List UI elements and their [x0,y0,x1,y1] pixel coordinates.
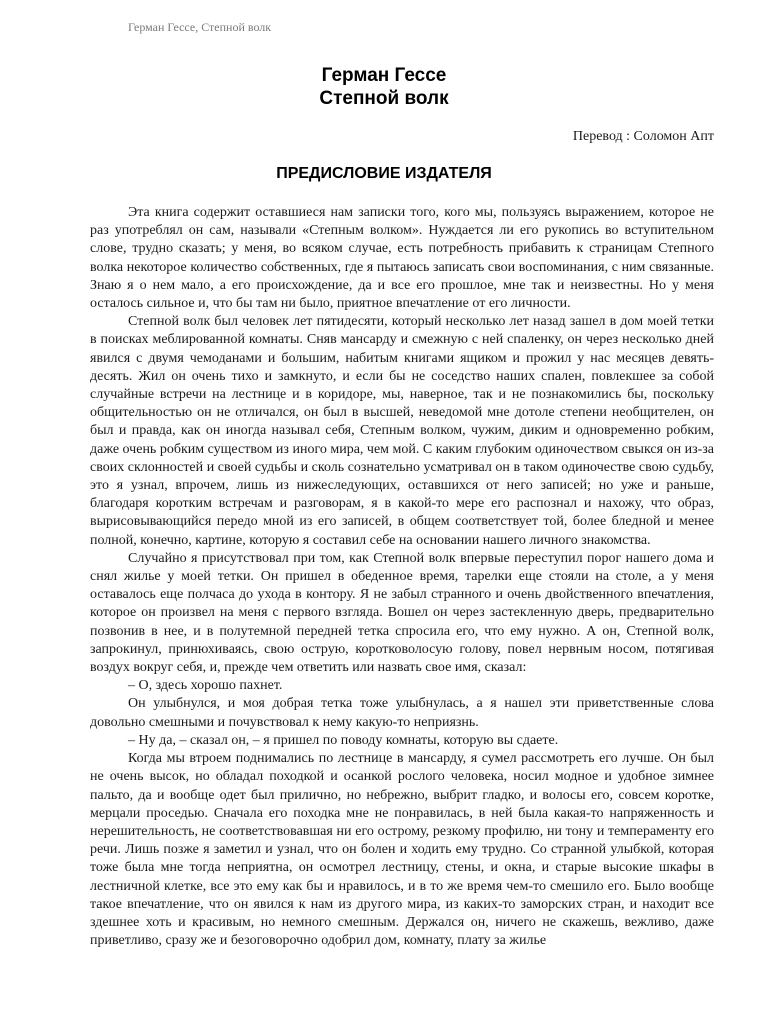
body-text [90,204,714,950]
dialogue-line: – О, здесь хорошо пахнет. [128,678,283,694]
paragraph: Степной волк был человек лет пятидесяти, который несколько лет назад зашел в дом моей тетки в поисках меблированной комнаты. Сняв мансарду и смежную с ней спаленку, он через несколько дней явился с двумя чемоданами и большим, набитым книгами ящиком и прожил у нас месяцев девять-десять. Жил он очень тихо и замкнуто, и если бы не соседство наших спален, повлекшее за собой случайные встречи на лестнице и в коридоре, мы, наверное, так и не познакомились бы, поскольку общительностью он не отличался, он был в высшей, неведомой мне дотоле степени необщителен, он был и правда, как он иногда называл себя, Степным волком, чужим, диким и одновременно робким, даже очень робким существом из иного мира, чем мой. С каким глубоким одиночеством свыкся он из-за своих склонностей и своей судьбы и сколь сознательно усматривал он в таком одиночестве свою судьбу, это я узнал, впрочем, лишь из нижеследующих, оставшихся от него записей; но уже и раньше, благодаря коротким встречам и разговорам, я в какой-то мере его распознал и нахожу, что образ, вырисовывающийся передо мной из его записей, в общем соответствует той, более бледной и менее полной, конечно, картине, которую я составил себе на основании нашего личного знакомства. [90,314,714,548]
paragraph: Случайно я присутствовал при том, как Степной волк впервые переступил порог нашего дома и снял жилье у моей тетки. Он пришел в обеденное время, тарелки еще стояли на столе, а у меня оставалось еще полчаса до ухода в контору. Я не забыл странного и очень двойственного впечатления, которое он произвел на меня с первого взгляда. Вошел он через застекленную дверь, предварительно позвонив в нее, и в полутемной передней тетка спросила его, что ему нужно. А он, Степной волк, запрокинул, принюхиваясь, свою острую, коротковолосую голову, повел нервным носом, потягивая воздух вокруг себя, и, прежде чем ответить или назвать свое имя, сказал: [90,550,714,676]
book-name: Степной волк [319,88,449,109]
author-name: Герман Гессе [321,65,447,86]
dialogue-line: – Ну да, – сказал он, – я пришел по поводу комнаты, которую вы сдаете. [128,732,559,748]
running-header: Герман Гессе, Степной волк [128,20,272,34]
paragraph: Эта книга содержит оставшиеся нам записки того, кого мы, пользуясь выражением, которое не раз употреблял он сам, называли «Степным волком». Нуждается ли его рукопись во вступительном слове, трудно сказать; у меня, во всяком случае, есть потребность прибавить к страницам Степного волка некоторое количество собственных, где я пытаюсь записать свои воспоминания, с ним связанные. Знаю я о нем мало, а его происхождение, да и все его прошлое, мне так и неизвестны. Но у меня осталось сильное и, что бы там ни было, приятное впечатление от его личности. [90,205,714,312]
book-title [0,64,768,110]
chapter-title: ПРЕДИСЛОВИЕ ИЗДАТЕЛЯ [276,165,492,182]
paragraph: Когда мы втроем поднимались по лестнице в мансарду, я сумел рассмотреть его лучше. Он был не очень высок, но обладал походкой и осанкой рослого человека, носил модное и удобное зимнее пальто, да и вообще одет был прилично, но небрежно, выбрит гладко, и волосы его, совсем коротке, мерцали проседью. Сначала его походка мне не понравилась, в ней была какая-то напряженность и нерешительность, не соответствовавшая ни его острому, резкому профилю, ни тону и темпераменту его речи. Лишь позже я заметил и узнал, что он болен и ходить ему трудно. Со странной улыбкой, которая тоже была мне тогда неприятна, он осмотрел лестницу, стены, и окна, и старые высокие шкафы в лестничной клетке, все это ему как бы и нравилось, и в то же время чем-то смешило его. Было вообще такое впечатление, что он явился к нам из другого мира, из каких-то заморских стран, и находит все здешнее хоть и красивым, но немного смешным. Держался он, ничего не скажешь, вежливо, даже приветливо, сразу же и безоговорочно одобрил дом, комнату, плату за жилье [90,751,714,949]
translator-credit: Перевод : Соломон Апт [572,129,714,144]
paragraph: Он улыбнулся, и моя добрая тетка тоже улыбнулась, а я нашел эти приветственные слова довольно смешными и почувствовал к нему какую-то неприязнь. [90,696,714,730]
